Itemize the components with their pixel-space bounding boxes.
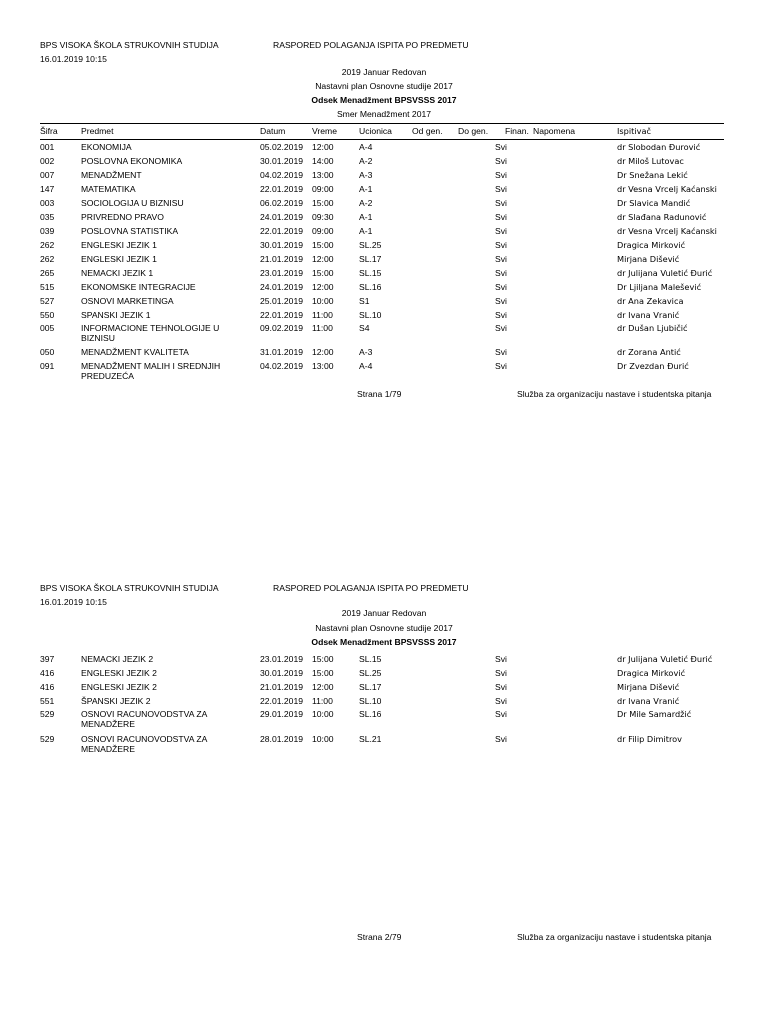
report-timestamp: 16.01.2019 10:15 bbox=[40, 597, 107, 607]
cell-finan: Svi bbox=[495, 170, 507, 180]
cell-datum: 31.01.2019 bbox=[260, 347, 304, 357]
cell-predmet: ENGLESKI JEZIK 1 bbox=[81, 254, 157, 264]
cell-finan: Svi bbox=[495, 310, 507, 320]
report-timestamp: 16.01.2019 10:15 bbox=[40, 54, 107, 64]
cell-ucionica: A-3 bbox=[359, 170, 373, 180]
cell-sifra: 002 bbox=[40, 156, 55, 166]
cell-datum: 23.01.2019 bbox=[260, 268, 304, 278]
cell-datum: 04.02.2019 bbox=[260, 361, 304, 371]
cell-datum: 21.01.2019 bbox=[260, 682, 304, 692]
cell-vreme: 13:00 bbox=[312, 361, 334, 371]
cell-ispitivac: dr Dušan Ljubičić bbox=[617, 323, 688, 333]
cell-ucionica: SL.25 bbox=[359, 240, 382, 250]
cell-sifra: 515 bbox=[40, 282, 55, 292]
cell-ispitivac: dr Ana Zekavica bbox=[617, 296, 684, 306]
cell-ispitivac: Dr Zvezdan Đurić bbox=[617, 361, 689, 371]
column-header-predmet: Predmet bbox=[81, 126, 114, 136]
cell-finan: Svi bbox=[495, 734, 507, 744]
cell-ucionica: SL.16 bbox=[359, 282, 382, 292]
cell-vreme: 14:00 bbox=[312, 156, 334, 166]
cell-ucionica: A-1 bbox=[359, 226, 373, 236]
cell-predmet: OSNOVI RACUNOVODSTVA ZA MENADŽERE bbox=[81, 734, 207, 754]
cell-finan: Svi bbox=[495, 654, 507, 664]
cell-ispitivac: dr Filip Dimitrov bbox=[617, 734, 682, 744]
department-name: Odsek Menadžment BPSVSSS 2017 bbox=[311, 637, 457, 647]
cell-vreme: 10:00 bbox=[312, 296, 334, 306]
cell-datum: 21.01.2019 bbox=[260, 254, 304, 264]
cell-vreme: 12:00 bbox=[312, 282, 334, 292]
cell-finan: Svi bbox=[495, 268, 507, 278]
cell-predmet: POSLOVNA STATISTIKA bbox=[81, 226, 179, 236]
cell-finan: Svi bbox=[495, 282, 507, 292]
footer-note: Služba za organizaciju nastave i studentska pitanja bbox=[517, 932, 712, 942]
cell-predmet: ENGLESKI JEZIK 1 bbox=[81, 240, 157, 250]
cell-vreme: 10:00 bbox=[312, 709, 334, 719]
cell-sifra: 039 bbox=[40, 226, 55, 236]
cell-vreme: 09:00 bbox=[312, 184, 334, 194]
cell-vreme: 15:00 bbox=[312, 268, 334, 278]
column-header-vreme: Vreme bbox=[312, 126, 337, 136]
cell-sifra: 551 bbox=[40, 696, 55, 706]
cell-finan: Svi bbox=[495, 226, 507, 236]
cell-sifra: 035 bbox=[40, 212, 55, 222]
cell-finan: Svi bbox=[495, 296, 507, 306]
cell-ispitivac: dr Julijana Vuletić Đurić bbox=[617, 268, 713, 278]
cell-sifra: 529 bbox=[40, 734, 55, 744]
cell-sifra: 147 bbox=[40, 184, 55, 194]
report-title: RASPORED POLAGANJA ISPITA PO PREDMETU bbox=[273, 40, 469, 50]
cell-predmet: SPANSKI JEZIK 1 bbox=[81, 310, 151, 320]
cell-datum: 25.01.2019 bbox=[260, 296, 304, 306]
cell-ispitivac: Dragica Mirković bbox=[617, 240, 686, 250]
cell-predmet: OSNOVI RACUNOVODSTVA ZA MENADŽERE bbox=[81, 709, 207, 729]
cell-vreme: 15:00 bbox=[312, 240, 334, 250]
cell-ucionica: SL.15 bbox=[359, 654, 382, 664]
header-rule-bottom bbox=[40, 139, 724, 140]
column-header-finan: Finan. bbox=[505, 126, 529, 136]
cell-ucionica: A-1 bbox=[359, 212, 373, 222]
curriculum-plan: Nastavni plan Osnovne studije 2017 bbox=[315, 81, 453, 91]
cell-ispitivac: Dragica Mirković bbox=[617, 668, 686, 678]
cell-ucionica: SL.17 bbox=[359, 682, 382, 692]
cell-vreme: 11:00 bbox=[312, 323, 333, 333]
cell-finan: Svi bbox=[495, 184, 507, 194]
cell-ucionica: S1 bbox=[359, 296, 370, 306]
cell-vreme: 13:00 bbox=[312, 170, 334, 180]
cell-datum: 29.01.2019 bbox=[260, 709, 304, 719]
cell-sifra: 007 bbox=[40, 170, 55, 180]
cell-sifra: 265 bbox=[40, 268, 55, 278]
cell-ispitivac: Dr Mile Samardžić bbox=[617, 709, 692, 719]
department-name: Odsek Menadžment BPSVSSS 2017 bbox=[311, 95, 457, 105]
cell-finan: Svi bbox=[495, 240, 507, 250]
cell-ucionica: SL.25 bbox=[359, 668, 382, 678]
report-title: RASPORED POLAGANJA ISPITA PO PREDMETU bbox=[273, 583, 469, 593]
page-number: Strana 2/79 bbox=[357, 932, 402, 942]
cell-finan: Svi bbox=[495, 347, 507, 357]
cell-datum: 30.01.2019 bbox=[260, 240, 304, 250]
cell-finan: Svi bbox=[495, 361, 507, 371]
cell-ucionica: SL.21 bbox=[359, 734, 382, 744]
cell-ucionica: SL.17 bbox=[359, 254, 382, 264]
cell-vreme: 12:00 bbox=[312, 254, 334, 264]
cell-predmet: SOCIOLOGIJA U BIZNISU bbox=[81, 198, 184, 208]
cell-ucionica: A-1 bbox=[359, 184, 373, 194]
cell-datum: 22.01.2019 bbox=[260, 184, 304, 194]
cell-datum: 24.01.2019 bbox=[260, 212, 304, 222]
cell-vreme: 11:00 bbox=[312, 696, 333, 706]
cell-ispitivac: dr Ivana Vranić bbox=[617, 310, 680, 320]
cell-finan: Svi bbox=[495, 198, 507, 208]
cell-predmet: MENADŽMENT bbox=[81, 170, 142, 180]
cell-sifra: 050 bbox=[40, 347, 55, 357]
cell-predmet: EKONOMSKE INTEGRACIJE bbox=[81, 282, 196, 292]
cell-predmet: MENADŽMENT MALIH I SREDNJIH PREDUZEĆA bbox=[81, 361, 221, 381]
cell-sifra: 262 bbox=[40, 254, 55, 264]
cell-ispitivac: dr Slobodan Đurović bbox=[617, 142, 701, 152]
cell-sifra: 005 bbox=[40, 323, 55, 333]
cell-vreme: 12:00 bbox=[312, 682, 334, 692]
cell-ucionica: S4 bbox=[359, 323, 370, 333]
cell-finan: Svi bbox=[495, 323, 507, 333]
column-header-napomena: Napomena bbox=[533, 126, 576, 136]
cell-ucionica: A-4 bbox=[359, 142, 373, 152]
column-header-do-gen: Do gen. bbox=[458, 126, 489, 136]
cell-predmet: ENGLESKI JEZIK 2 bbox=[81, 682, 157, 692]
column-header-od-gen: Od gen. bbox=[412, 126, 443, 136]
cell-vreme: 15:00 bbox=[312, 654, 334, 664]
cell-vreme: 10:00 bbox=[312, 734, 334, 744]
cell-vreme: 09:30 bbox=[312, 212, 334, 222]
cell-datum: 24.01.2019 bbox=[260, 282, 304, 292]
cell-ucionica: SL.16 bbox=[359, 709, 382, 719]
track-name: Smer Menadžment 2017 bbox=[336, 109, 432, 119]
cell-ispitivac: dr Slađana Radunović bbox=[617, 212, 707, 222]
cell-ispitivac: Mirjana Dišević bbox=[617, 682, 680, 692]
cell-ucionica: SL.10 bbox=[359, 696, 382, 706]
cell-sifra: 550 bbox=[40, 310, 55, 320]
cell-finan: Svi bbox=[495, 682, 507, 692]
cell-sifra: 003 bbox=[40, 198, 55, 208]
cell-datum: 23.01.2019 bbox=[260, 654, 304, 664]
exam-term: 2019 Januar Redovan bbox=[341, 67, 427, 77]
cell-datum: 30.01.2019 bbox=[260, 668, 304, 678]
cell-predmet: NEMACKI JEZIK 1 bbox=[81, 268, 154, 278]
cell-finan: Svi bbox=[495, 212, 507, 222]
curriculum-plan: Nastavni plan Osnovne studije 2017 bbox=[315, 623, 453, 633]
cell-ispitivac: dr Miloš Lutovac bbox=[617, 156, 684, 166]
cell-finan: Svi bbox=[495, 709, 507, 719]
cell-ispitivac: dr Ivana Vranić bbox=[617, 696, 680, 706]
cell-sifra: 416 bbox=[40, 682, 55, 692]
cell-ispitivac: Mirjana Dišević bbox=[617, 254, 680, 264]
institution-name: BPS VISOKA ŠKOLA STRUKOVNIH STUDIJA bbox=[40, 40, 219, 50]
cell-datum: 22.01.2019 bbox=[260, 226, 304, 236]
cell-ispitivac: Dr Ljiljana Malešević bbox=[617, 282, 702, 292]
cell-vreme: 15:00 bbox=[312, 198, 334, 208]
cell-finan: Svi bbox=[495, 696, 507, 706]
page-number: Strana 1/79 bbox=[357, 389, 402, 399]
cell-vreme: 09:00 bbox=[312, 226, 334, 236]
cell-predmet: ENGLESKI JEZIK 2 bbox=[81, 668, 157, 678]
cell-sifra: 527 bbox=[40, 296, 55, 306]
cell-predmet: POSLOVNA EKONOMIKA bbox=[81, 156, 183, 166]
cell-predmet: MENADŽMENT KVALITETA bbox=[81, 347, 189, 357]
column-header-ispitivac: Ispitivač bbox=[617, 126, 652, 136]
cell-vreme: 11:00 bbox=[312, 310, 333, 320]
column-header-datum: Datum bbox=[260, 126, 286, 136]
cell-ispitivac: Dr Slavica Mandić bbox=[617, 198, 691, 208]
cell-ispitivac: dr Vesna Vrcelj Kaćanski bbox=[617, 184, 717, 194]
cell-predmet: NEMACKI JEZIK 2 bbox=[81, 654, 154, 664]
footer-note: Služba za organizaciju nastave i studentska pitanja bbox=[517, 389, 712, 399]
cell-ucionica: A-4 bbox=[359, 361, 373, 371]
cell-ispitivac: dr Vesna Vrcelj Kaćanski bbox=[617, 226, 717, 236]
header-rule-top bbox=[40, 123, 724, 124]
cell-ispitivac: Dr Snežana Lekić bbox=[617, 170, 688, 180]
cell-predmet: EKONOMIJA bbox=[81, 142, 132, 152]
cell-ucionica: A-2 bbox=[359, 198, 373, 208]
cell-finan: Svi bbox=[495, 142, 507, 152]
cell-finan: Svi bbox=[495, 668, 507, 678]
cell-datum: 09.02.2019 bbox=[260, 323, 304, 333]
cell-datum: 04.02.2019 bbox=[260, 170, 304, 180]
cell-ispitivac: dr Zorana Antić bbox=[617, 347, 681, 357]
cell-predmet: ŠPANSKI JEZIK 2 bbox=[81, 696, 151, 706]
cell-vreme: 12:00 bbox=[312, 142, 334, 152]
exam-term: 2019 Januar Redovan bbox=[341, 608, 427, 618]
cell-ucionica: SL.10 bbox=[359, 310, 382, 320]
cell-sifra: 091 bbox=[40, 361, 55, 371]
cell-vreme: 15:00 bbox=[312, 668, 334, 678]
column-header-ucionica: Ucionica bbox=[359, 126, 392, 136]
cell-ucionica: SL.15 bbox=[359, 268, 382, 278]
cell-datum: 30.01.2019 bbox=[260, 156, 304, 166]
cell-vreme: 12:00 bbox=[312, 347, 334, 357]
cell-datum: 05.02.2019 bbox=[260, 142, 304, 152]
cell-sifra: 416 bbox=[40, 668, 55, 678]
cell-predmet: OSNOVI MARKETINGA bbox=[81, 296, 174, 306]
cell-sifra: 397 bbox=[40, 654, 55, 664]
cell-predmet: INFORMACIONE TEHNOLOGIJE U BIZNISU bbox=[81, 323, 220, 343]
cell-datum: 22.01.2019 bbox=[260, 696, 304, 706]
cell-finan: Svi bbox=[495, 254, 507, 264]
cell-finan: Svi bbox=[495, 156, 507, 166]
cell-sifra: 262 bbox=[40, 240, 55, 250]
cell-ispitivac: dr Julijana Vuletić Đurić bbox=[617, 654, 713, 664]
cell-sifra: 529 bbox=[40, 709, 55, 719]
cell-predmet: MATEMATIKA bbox=[81, 184, 136, 194]
cell-ucionica: A-2 bbox=[359, 156, 373, 166]
cell-datum: 28.01.2019 bbox=[260, 734, 304, 744]
cell-datum: 06.02.2019 bbox=[260, 198, 304, 208]
cell-datum: 22.01.2019 bbox=[260, 310, 304, 320]
cell-sifra: 001 bbox=[40, 142, 55, 152]
cell-predmet: PRIVREDNO PRAVO bbox=[81, 212, 164, 222]
cell-ucionica: A-3 bbox=[359, 347, 373, 357]
column-header-sifra: Šifra bbox=[40, 126, 58, 136]
institution-name: BPS VISOKA ŠKOLA STRUKOVNIH STUDIJA bbox=[40, 583, 219, 593]
